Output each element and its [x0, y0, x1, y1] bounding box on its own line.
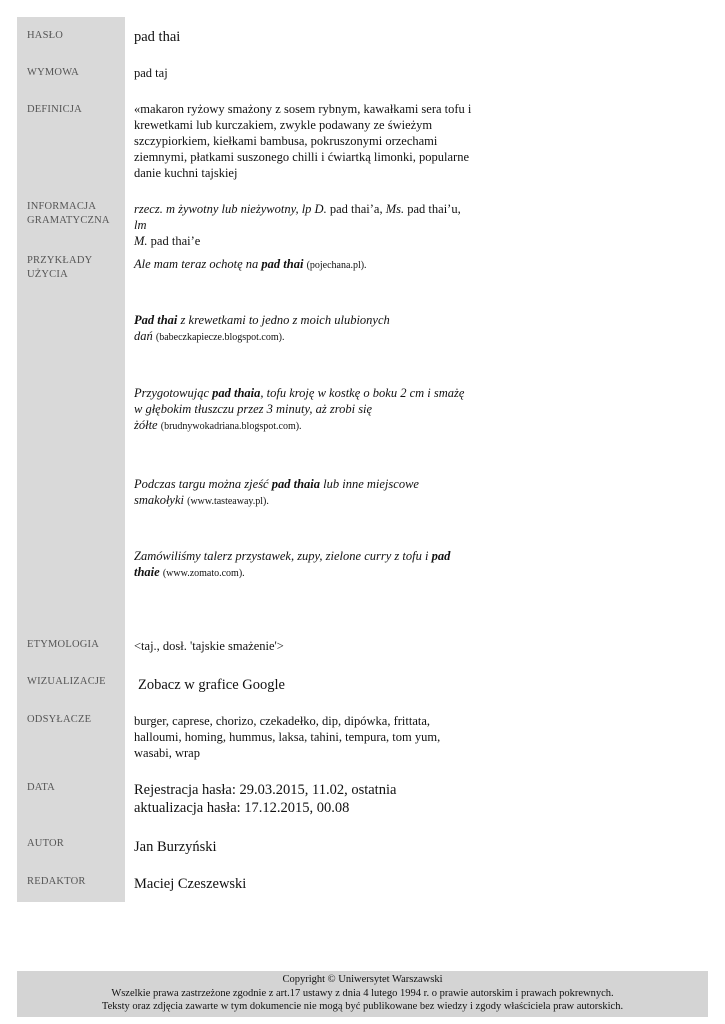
example-keyword: Pad thai [134, 313, 178, 327]
example-text: lub inne miejscowe [320, 477, 419, 491]
grammar-info [134, 201, 474, 249]
example-keyword: pad thai [261, 257, 304, 271]
example-2: Pad thai z krewetkami to jedno z moich ulubionych dań (babeczkapiecze.blogspot.com). [134, 313, 390, 343]
example-text: dań [134, 329, 153, 343]
example-text: Podczas targu można zjeść [134, 477, 272, 491]
grammar-part: rzecz. m żywotny lub nieżywotny, lp D. [134, 202, 327, 216]
footer-line: Wszelkie prawa zastrzeżone zgodnie z art.17 ustawy z dnia 4 lutego 1994 r. o prawie autorskim i prawach pokrewnych. [111, 987, 614, 999]
footer-line: Copyright © Uniwersytet Warszawski [282, 974, 443, 985]
label-redaktor: REDAKTOR [27, 876, 86, 887]
example-1: Ale mam teraz ochotę na pad thai (pojechana.pl). [134, 257, 367, 271]
example-keyword: pad thaia [212, 386, 261, 400]
label-data: DATA [27, 782, 55, 793]
author: Jan Burzyński [134, 839, 217, 855]
label-odsylacze: ODSYŁACZE [27, 714, 92, 725]
example-text: Ale mam teraz ochotę na [134, 257, 262, 271]
label-przyklady-line2: UŻYCIA [27, 269, 68, 280]
date-line: Rejestracja hasła: 29.03.2015, 11.02, ostatnia [134, 782, 397, 798]
example-text: w głębokim tłuszczu przez 3 minuty, aż zrobi się [134, 402, 373, 416]
headword: pad thai [134, 29, 181, 45]
example-keyword: pad thaia [271, 477, 321, 491]
example-5: Zamówiliśmy talerz przystawek, zupy, zielone curry z tofu i pad thaie (www.zomato.com). [134, 549, 451, 579]
dates [134, 781, 396, 817]
cross-references-line: burger, caprese, chorizo, czekadełko, dip, dipówka, frittata, [134, 714, 431, 728]
grammar-part: M. [134, 234, 148, 248]
editor: Maciej Czeszewski [134, 876, 247, 892]
example-source: pojechana.pl [309, 260, 361, 271]
grammar-part: pad thai’u, [404, 202, 461, 216]
cross-references [134, 713, 440, 761]
example-source: brudnywokadriana.blogspot.com [164, 421, 296, 432]
example-text: smakołyki [134, 493, 184, 507]
label-haslo: HASŁO [27, 30, 64, 41]
example-text: Przygotowując [134, 386, 213, 400]
label-wizualizacje: WIZUALIZACJE [27, 676, 106, 687]
label-przyklady-line1: PRZYKŁADY [27, 255, 93, 266]
date-line: aktualizacja hasła: 17.12.2015, 00.08 [134, 800, 350, 816]
example-text: Zamówiliśmy talerz przystawek, zupy, zielone curry z tofu i [134, 549, 432, 563]
definition-line: ziemnymi, płatkami suszonego chilli i ćwiartką limonki, popularne [134, 150, 469, 164]
grammar-part: pad thai’a, [326, 202, 386, 216]
google-images-link[interactable]: Zobacz w grafice Google [138, 677, 285, 693]
example-source: www.zomato.com [166, 568, 239, 579]
label-definicja: DEFINICJA [27, 104, 82, 115]
label-informacja-line1: INFORMACJA [27, 201, 97, 212]
label-column [17, 17, 125, 902]
example-3: Przygotowując pad thaia, tofu kroję w kostkę o boku 2 cm i smażę w głębokim tłuszczu przez 3 minuty, aż zrobi się żółte (brudnywokadriana.blogspot.com). [134, 386, 465, 432]
example-keyword: pad [431, 549, 451, 563]
cross-references-line: wasabi, wrap [134, 746, 200, 760]
definition [134, 101, 474, 181]
example-source: www.tasteaway.pl [190, 496, 264, 507]
cross-references-line: halloumi, homing, hummus, laksa, tahini, tempura, tom yum, [134, 730, 441, 744]
example-keyword: thaie [134, 565, 160, 579]
example-text: żółte [134, 418, 158, 432]
definition-line: szczypiorkiem, kiełkami bambusa, pokruszonymi orzechami [134, 134, 438, 148]
definition-line: danie kuchni tajskiej [134, 166, 238, 180]
label-przyklady [27, 254, 92, 282]
copyright-footer [17, 971, 708, 1017]
definition-line: «makaron ryżowy smażony z sosem rybnym, kawałkami sera tofu i [134, 102, 472, 116]
grammar-part: Ms. [385, 202, 405, 216]
grammar-part: lm [134, 218, 147, 232]
label-autor: AUTOR [27, 838, 64, 849]
label-informacja-line2: GRAMATYCZNA [27, 215, 110, 226]
label-etymologia: ETYMOLOGIA [27, 639, 99, 650]
label-wymowa: WYMOWA [27, 67, 79, 78]
footer-line: Teksty oraz zdjęcia zawarte w tym dokumencie nie mogą być publikowane bez wiedzy i zgody właściciela praw autorskich. [101, 1001, 624, 1012]
example-text: , tofu kroję w kostkę o boku 2 cm i smażę [260, 386, 465, 400]
definition-line: krewetkami lub kurczakiem, zwykle podawany ze świeżym [134, 118, 433, 132]
grammar-part: pad thai’e [147, 234, 201, 248]
label-informacja [27, 200, 110, 228]
etymology: <taj., dosł. 'tajskie smażenie'> [134, 639, 284, 653]
example-source: babeczkapiecze.blogspot.com [159, 332, 279, 343]
example-text: z krewetkami to jedno z moich ulubionych [177, 313, 390, 327]
pronunciation: pad taj [134, 66, 168, 80]
example-4: Podczas targu można zjeść pad thaia lub inne miejscowe smakołyki (www.tasteaway.pl). [134, 477, 419, 507]
